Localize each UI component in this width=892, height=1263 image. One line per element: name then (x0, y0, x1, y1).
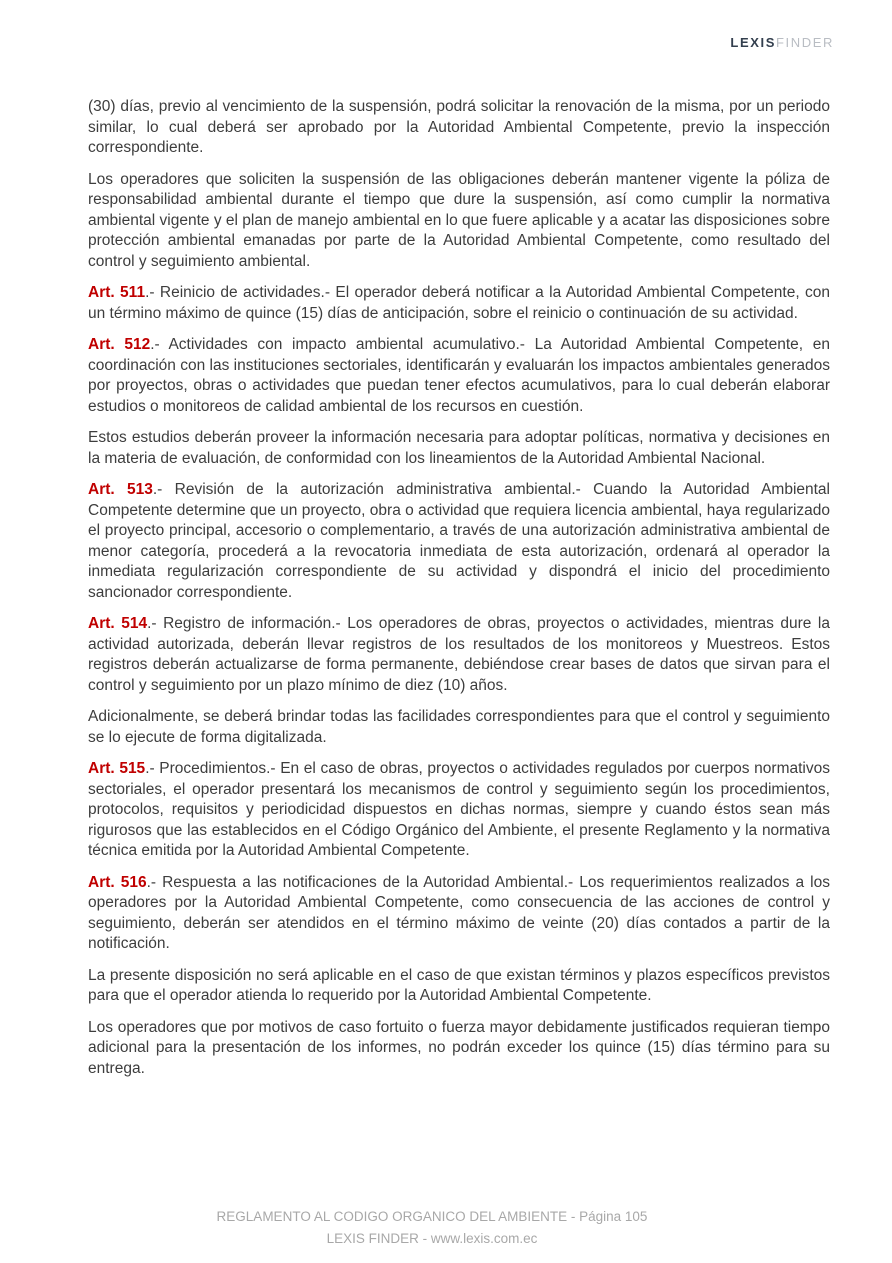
paragraph-art-516 (88, 873, 830, 955)
lexis-finder-logo (730, 35, 834, 50)
paragraph (88, 170, 830, 273)
article-number: Art. 512 (88, 336, 151, 353)
footer-source-url: LEXIS FINDER - www.lexis.com.ec (326, 1231, 538, 1246)
article-number: Art. 511 (88, 284, 146, 301)
logo-finder-text: FINDER (776, 35, 834, 50)
page-footer (0, 1206, 878, 1250)
paragraph-text: Los operadores que soliciten la suspensión de las obligaciones deberán mantener vigente la póliza de responsabilidad ambiental durante el tiempo que dure la suspensión, así como cumplir la normativa ambiental vigente y el plan de manejo ambiental en lo que fuere aplicable y a acatar las disposiciones sobre protección ambiental emanadas por parte de la Autoridad Ambiental Competente, como resultado del control y seguimiento ambiental. (88, 170, 830, 270)
article-number: Art. 514 (88, 615, 148, 632)
footer-title-page-number: REGLAMENTO AL CODIGO ORGANICO DEL AMBIENTE - Página 105 (216, 1209, 648, 1224)
article-number: Art. 516 (88, 873, 147, 891)
paragraph-text: La presente disposición no será aplicable en el caso de que existan términos y plazos específicos previstos para que el operador atienda lo requerido por la Autoridad Ambiental Competente. (88, 966, 830, 1004)
paragraph (88, 966, 830, 1007)
paragraph-art-511 (88, 283, 830, 324)
document-body (88, 97, 830, 1090)
paragraph-text: Adicionalmente, se deberá brindar todas las facilidades correspondientes para que el control y seguimiento se lo ejecute de forma digitalizada. (88, 708, 830, 746)
paragraph (88, 1018, 830, 1080)
paragraph-art-515 (88, 759, 830, 862)
paragraph-art-512 (88, 335, 830, 417)
logo-lexis-text: LEXIS (730, 35, 776, 50)
paragraph-text: .- Actividades con impacto ambiental acumulativo.- La Autoridad Ambiental Competente, en coordinación con las instituciones sectoriales, identificarán y evaluarán los impactos ambientales generados por proyectos, obras o actividades que puedan tener efectos acumulativos, para lo cual deberán elaborar estudios o monitoreos de calidad ambiental de los recursos en cuestión. (88, 336, 830, 415)
paragraph (88, 97, 830, 159)
article-number: Art. 513 (88, 481, 153, 498)
paragraph (88, 707, 830, 748)
paragraph-text: (30) días, previo al vencimiento de la suspensión, podrá solicitar la renovación de la misma, por un periodo similar, lo cual deberá ser aprobado por la Autoridad Ambiental Competente, previo la inspección correspondiente. (88, 98, 830, 156)
paragraph-text: .- Registro de información.- Los operadores de obras, proyectos o actividades, mientras dure la actividad autorizada, deberán llevar registros de los resultados de los monitoreos y Muestreos. Estos registros deberán actualizarse de forma permanente, debiéndose crear bases de datos que sirvan para el control y seguimiento por un plazo mínimo de diez (10) años. (88, 615, 830, 694)
paragraph (88, 428, 830, 469)
article-number: Art. 515 (88, 760, 146, 777)
paragraph-text: .- Revisión de la autorización administrativa ambiental.- Cuando la Autoridad Ambiental Competente determine que un proyecto, obra o actividad que requiera licencia ambiental, haya regularizado el proyecto principal, accesorio o complementario, a través de una autorización administrativa ambiental de menor categoría, procederá a la revocatoria inmediata de esta autorización, ordenará al operador la inmediata regularización correspondiente de su actividad y dispondrá el inicio del procedimiento sancionador correspondiente. (88, 481, 830, 601)
paragraph-art-513 (88, 480, 830, 603)
paragraph-text: .- Reinicio de actividades.- El operador deberá notificar a la Autoridad Ambiental Competente, con un término máximo de quince (15) días de anticipación, sobre el reinicio o continuación de su actividad. (88, 284, 830, 322)
paragraph-art-514 (88, 614, 830, 696)
paragraph-text: Estos estudios deberán proveer la información necesaria para adoptar políticas, normativa y decisiones en la materia de evaluación, de conformidad con los lineamientos de la Autoridad Ambiental Nacional. (88, 429, 830, 467)
paragraph-text: .- Respuesta a las notificaciones de la Autoridad Ambiental.- Los requerimientos realizados a los operadores por la Autoridad Ambiental Competente, como consecuencia de las acciones de control y seguimiento, deberán ser atendidos en el término máximo de veinte (20) días contados a partir de la notificación. (88, 873, 830, 952)
paragraph-text: Los operadores que por motivos de caso fortuito o fuerza mayor debidamente justificados requieran tiempo adicional para la presentación de los informes, no podrán exceder los quince (15) días término para su entrega. (88, 1018, 830, 1077)
paragraph-text: .- Procedimientos.- En el caso de obras, proyectos o actividades regulados por cuerpos normativos sectoriales, el operador presentará los mecanismos de control y seguimiento según los procedimientos, protocolos, requisitos y periodicidad dispuestos en dichas normas, siempre y cuando éstos sean más rigurosos que las establecidos en el Código Orgánico del Ambiente, el presente Reglamento y la normativa técnica emitida por la Autoridad Ambiental Competente. (88, 760, 830, 859)
